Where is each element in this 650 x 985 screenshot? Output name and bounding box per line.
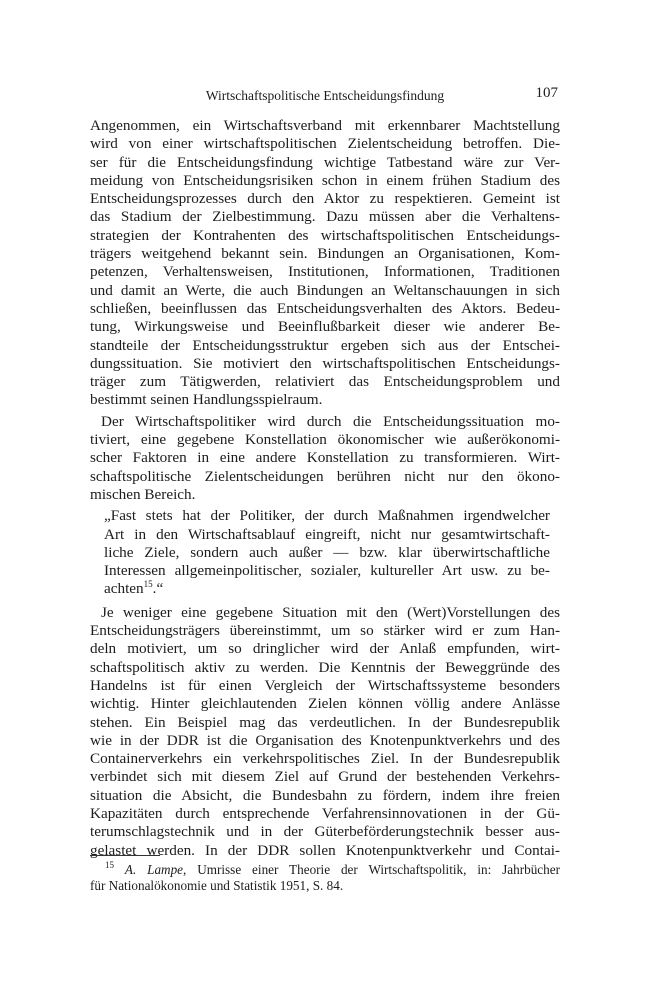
text-line: scher Faktoren in eine andere Konstellation zu transformieren. Wirt- bbox=[90, 449, 560, 467]
quote-last-text: achten bbox=[104, 580, 144, 598]
quote-line: Interessen allgemeinpolitischer, sozialer, kultureller Art usw. zu be- bbox=[104, 562, 550, 580]
running-title: Wirtschaftspolitische Entscheidungsfindung bbox=[205, 88, 445, 103]
text-line: situation die Absicht, die Bundesbahn zu fördern, indem ihre freien bbox=[90, 786, 560, 804]
text-line: Handelns ist für einen Vergleich der Wirtschaftssysteme besonders bbox=[90, 676, 560, 694]
text-line: verbindet sich mit diesem Ziel auf Grund der bestehenden Verkehrs- bbox=[90, 768, 560, 786]
text-line: Entscheidungsträgers übereinstimmt, um so stärker wird er zum Han- bbox=[90, 622, 560, 640]
footnote-rule bbox=[90, 855, 160, 856]
footnote-reference[interactable]: 15 bbox=[143, 579, 153, 590]
footnote-author: A. Lampe bbox=[124, 862, 184, 877]
paragraph-2 bbox=[90, 413, 560, 504]
footnote-number: 15 bbox=[105, 860, 114, 870]
text-line: Angenommen, ein Wirtschaftsverband mit erkennbarer Machtstellung bbox=[90, 117, 560, 134]
page-number: 107 bbox=[535, 85, 558, 101]
footnote-line-2: für Nationalökonomie und Statistik 1951, S. 84. bbox=[90, 878, 344, 893]
quote-line-last bbox=[104, 580, 550, 598]
quote-line: Art in den Wirtschaftsablauf eingreift, nicht nur gesamtwirtschaft- bbox=[104, 525, 550, 543]
body-text bbox=[90, 117, 560, 860]
text-line: dungssituation. Sie motiviert den wirtschaftspolitischen Entscheidungs- bbox=[90, 354, 560, 372]
text-line: Kapazitäten durch entsprechende Verfahrensinnovationen in der Gü- bbox=[90, 804, 560, 822]
footnote-line-1 bbox=[90, 862, 560, 878]
paragraph-1 bbox=[90, 117, 560, 410]
text-line: und damit an Werte, die auch Bindungen an Weltanschauungen in sich bbox=[90, 281, 560, 299]
text-line: Entscheidungsprozesses durch den Aktor zu respektieren. Gemeint ist bbox=[90, 190, 560, 208]
book-page bbox=[90, 82, 560, 860]
text-line: Der Wirtschaftspolitiker wird durch die Entscheidungssituation mo- bbox=[101, 412, 560, 430]
text-line: wichtig. Hinter gleichlautenden Zielen können völlig andere Anlässe bbox=[90, 695, 560, 713]
text-line: träger zum Tätigwerden, relativiert das Entscheidungsproblem und bbox=[90, 373, 560, 391]
quote-closing: .“ bbox=[152, 580, 164, 598]
text-line: deln motiviert, um so dringlicher wird der Anlaß empfunden, wirt- bbox=[90, 640, 560, 658]
block-quote bbox=[104, 507, 550, 598]
text-line: ser für die Entscheidungsfindung wichtige Tatbestand wäre zur Ver- bbox=[90, 153, 560, 171]
text-line: trägers weitgehend bekannt sein. Bindungen an Organisationen, Kom- bbox=[90, 245, 560, 263]
text-line: tiviert, eine gegebene Konstellation ökonomischer wie außerökonomi- bbox=[90, 431, 560, 449]
text-line: terumschlagstechnik und in der Güterbeförderungstechnik besser aus- bbox=[90, 823, 560, 841]
text-line: schaftspolitische Zielentscheidungen berühren nicht nur den ökono- bbox=[90, 467, 560, 485]
paragraph-3 bbox=[90, 604, 560, 860]
text-line: Containerverkehrs ein verkehrspolitisches Ziel. In der Bundesrepublik bbox=[90, 750, 560, 768]
text-line: schließen, beeinflussen das Entscheidungsverhalten des Aktors. Bedeu- bbox=[90, 299, 560, 317]
text-line: das Stadium der Zielbestimmung. Dazu müssen aber die Verhaltens- bbox=[90, 208, 560, 226]
quote-line: liche Ziele, sondern auch außer — bzw. klar überwirtschaftliche bbox=[104, 543, 550, 561]
text-line: meidung von Entscheidungsrisiken schon in einem frühen Stadium des bbox=[90, 171, 560, 189]
text-line: bestimmt seinen Handlungsspielraum. bbox=[90, 391, 323, 409]
text-line: petenzen, Verhaltensweisen, Institutionen, Informationen, Traditionen bbox=[90, 263, 560, 281]
text-line: schaftspolitisch aktiv zu werden. Die Kenntnis der Beweggründe des bbox=[90, 658, 560, 676]
text-line: mischen Bereich. bbox=[90, 485, 196, 503]
page-header bbox=[90, 82, 560, 104]
text-line: tung, Wirkungsweise und Beeinflußbarkeit dieser wie anderer Be- bbox=[90, 318, 560, 336]
text-line: Je weniger eine gegebene Situation mit den (Wert)Vorstellungen des bbox=[101, 603, 560, 621]
footnote bbox=[90, 862, 560, 894]
text-line: standteile der Entscheidungsstruktur ergeben sich aus der Entschei- bbox=[90, 336, 560, 354]
text-line: wird von einer wirtschaftspolitischen Zielentscheidung betroffen. Die- bbox=[90, 135, 560, 153]
text-line: wie in der DDR ist die Organisation des Knotenpunktverkehrs und des bbox=[90, 731, 560, 749]
text-line: strategien der Kontrahenten des wirtschaftspolitischen Entscheidungs- bbox=[90, 226, 560, 244]
text-line: gelastet werden. In der DDR sollen Knotenpunktverkehr und Contai- bbox=[90, 841, 560, 859]
text-line: stehen. Ein Beispiel mag das verdeutlichen. In der Bundesrepublik bbox=[90, 713, 560, 731]
footnote-citation: , Umrisse einer Theorie der Wirtschaftspolitik, in: Jahrbücher bbox=[183, 862, 560, 877]
quote-line: „Fast stets hat der Politiker, der durch Maßnahmen irgendwelcher bbox=[104, 507, 550, 525]
